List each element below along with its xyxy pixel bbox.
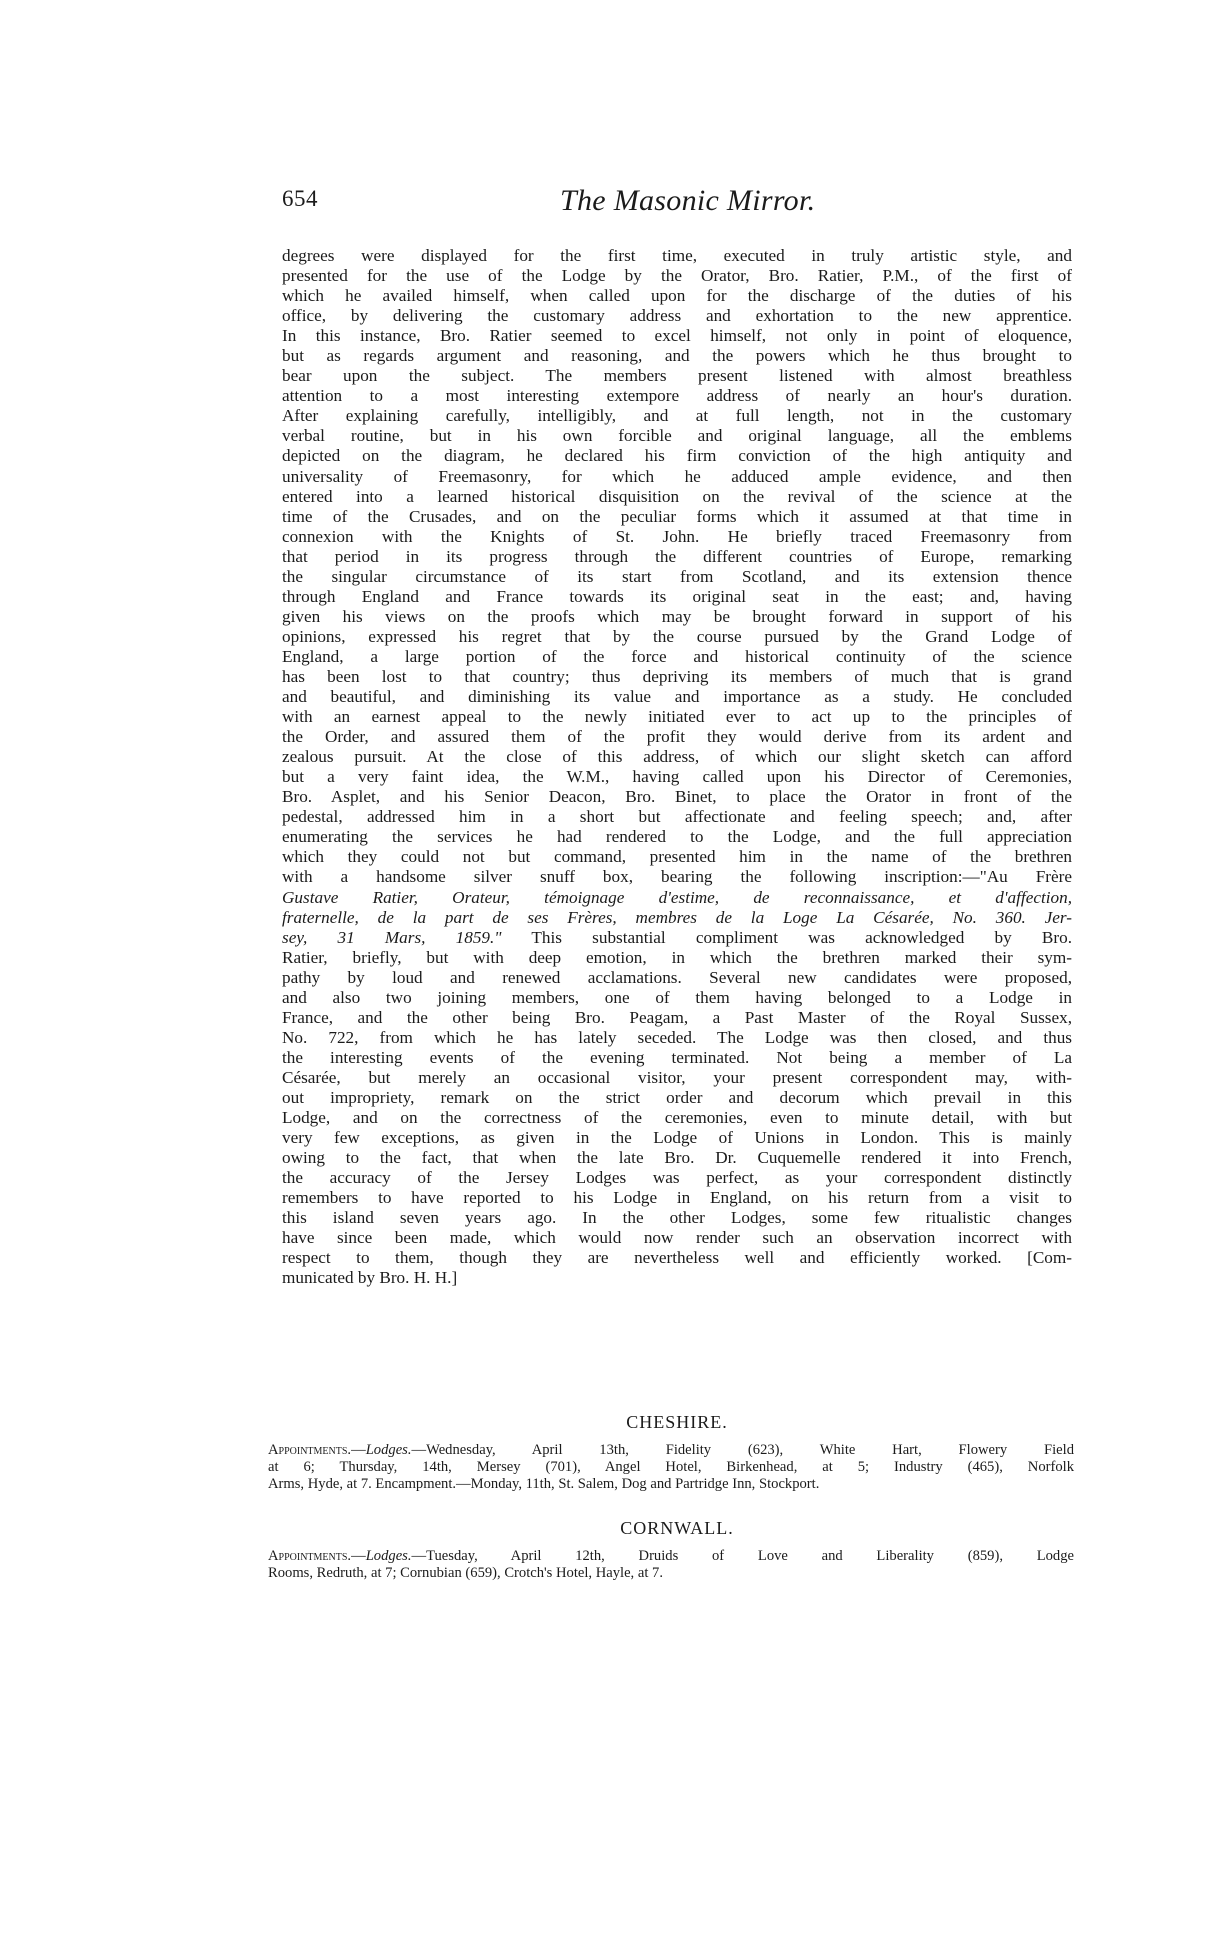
appointments-cornwall [268,1548,1074,1582]
notice-subhead: Lodges. [365,1442,412,1458]
text-line: which they could not but command, presented him in the name of the brethren [282,847,1072,867]
text-line: very few exceptions, as given in the Lodge of Unions in London. This is mainly [282,1128,1072,1148]
notice-lead: Appointments. [268,1548,352,1564]
text-line: Ratier, briefly, but with deep emotion, in which the brethren marked their sym- [282,947,1072,967]
notice-line: at 6; Thursday, 14th, Mersey (701), Angel Hotel, Birkenhead, at 5; Industry (465), Norfolk [268,1459,1074,1475]
text-line: Bro. Asplet, and his Senior Deacon, Bro. Binet, to place the Orator in front of the [282,787,1072,807]
text-line: depicted on the diagram, he declared his firm conviction of the high antiquity and [282,446,1072,466]
text-line: No. 722, from which he has lately seceded. The Lodge was then closed, and thus [282,1027,1072,1047]
article-body [282,246,1072,1288]
inscription-line: fraternelle, de la part de ses Frères, membres de la Loge La Césarée, No. 360. Jer- [282,907,1072,927]
text-line: remembers to have reported to his Lodge in England, on his return from a visit to [282,1188,1072,1208]
text-line: entered into a learned historical disquisition on the revival of the science at the [282,486,1072,506]
text-line: verbal routine, but in his own forcible and original language, all the emblems [282,426,1072,446]
text-line: but a very faint idea, the W.M., having called upon his Director of Ceremonies, [282,767,1072,787]
text-line: the interesting events of the evening terminated. Not being a member of La [282,1047,1072,1067]
text-line: pathy by loud and renewed acclamations. Several new candidates were proposed, [282,967,1072,987]
notice-text: —Tuesday, April 12th, Druids of Love and Liberality (859), Lodge [411,1548,1074,1564]
text-line: enumerating the services he had rendered to the Lodge, and the full appreciation [282,827,1072,847]
text-line: but as regards argument and reasoning, and the powers which he thus brought to [282,346,1072,366]
notice-dash: — [351,1442,366,1458]
section-heading-cornwall: CORNWALL. [620,1518,734,1538]
text-line: universality of Freemasonry, for which he adduced ample evidence, and then [282,466,1072,486]
text-line: degrees were displayed for the first time, executed in truly artistic style, and [282,246,1072,265]
text-line: attention to a most interesting extempore address of nearly an hour's duration. [282,386,1072,406]
text-line: this island seven years ago. In the other Lodges, some few ritualistic changes [282,1208,1072,1228]
page-number: 654 [282,186,318,211]
text-line: bear upon the subject. The members present listened with almost breathless [282,366,1072,386]
text-line: Césarée, but merely an occasional visitor, your present correspondent may, with- [282,1067,1072,1087]
journal-title: The Masonic Mirror. [560,184,816,217]
notice-subhead: Lodges. [365,1548,412,1564]
section-heading-cheshire: CHESHIRE. [626,1412,728,1432]
notice-lead: Appointments. [268,1442,352,1458]
text-line: municated by Bro. H. H.] [282,1268,458,1288]
text-line: out impropriety, remark on the strict order and decorum which prevail in this [282,1087,1072,1107]
text-line: England, a large portion of the force and historical continuity of the science [282,646,1072,666]
text-line: with an earnest appeal to the newly initiated ever to act up to the principles of [282,707,1072,727]
text-line: and beautiful, and diminishing its value and importance as a study. He concluded [282,687,1072,707]
inscription-line: Gustave Ratier, Orateur, témoignage d'estime, de reconnaissance, et d'affection, [282,887,1072,907]
inscription-end: sey, 31 Mars, 1859." [282,927,502,947]
text-line: zealous pursuit. At the close of this address, of which our slight sketch can afford [282,747,1072,767]
notice-line: Arms, Hyde, at 7. Encampment.—Monday, 11th, St. Salem, Dog and Partridge Inn, Stockport. [268,1476,820,1492]
notice-text: —Wednesday, April 13th, Fidelity (623), White Hart, Flowery Field [411,1442,1074,1458]
text-line: the singular circumstance of its start from Scotland, and its extension thence [282,566,1072,586]
text-line: respect to them, though they are nevertheless well and efficiently worked. [Com- [282,1248,1072,1268]
notice-line [268,1442,1074,1459]
text-line: owing to the fact, that when the late Bro. Dr. Cuquemelle rendered it into French, [282,1148,1072,1168]
text-line: pedestal, addressed him in a short but affectionate and feeling speech; and, after [282,807,1072,827]
text-line: After explaining carefully, intelligibly, and at full length, not in the customary [282,406,1072,426]
text-line: time of the Crusades, and on the peculiar forms which it assumed at that time in [282,506,1072,526]
notice-dash: — [351,1548,366,1564]
text-line: with a handsome silver snuff box, bearing the following inscription:—"Au Frère [282,867,1072,887]
text-line: connexion with the Knights of St. John. He briefly traced Freemasonry from [282,526,1072,546]
text-line: presented for the use of the Lodge by the Orator, Bro. Ratier, P.M., of the first of [282,266,1072,286]
text-line: have since been made, which would now render such an observation incorrect with [282,1228,1072,1248]
text-line: the Order, and assured them of the profit they would derive from its ardent and [282,727,1072,747]
text-line: and also two joining members, one of them having belonged to a Lodge in [282,987,1072,1007]
text-fragment: This substantial compliment was acknowledged by Bro. [501,927,1072,947]
text-line: the accuracy of the Jersey Lodges was perfect, as your correspondent distinctly [282,1168,1072,1188]
text-line: has been lost to that country; thus depriving its members of much that is grand [282,666,1072,686]
text-line: opinions, expressed his regret that by the course pursued by the Grand Lodge of [282,626,1072,646]
notice-line [268,1548,1074,1565]
text-line: In this instance, Bro. Ratier seemed to excel himself, not only in point of eloquence, [282,326,1072,346]
text-line: that period in its progress through the different countries of Europe, remarking [282,546,1072,566]
text-line [282,928,1072,948]
running-head [282,186,1082,222]
text-line: through England and France towards its original seat in the east; and, having [282,586,1072,606]
text-line: office, by delivering the customary address and exhortation to the new apprentice. [282,306,1072,326]
notice-line: Rooms, Redruth, at 7; Cornubian (659), Crotch's Hotel, Hayle, at 7. [268,1565,663,1581]
text-line: Lodge, and on the correctness of the ceremonies, even to minute detail, with but [282,1108,1072,1128]
text-line: given his views on the proofs which may be brought forward in support of his [282,606,1072,626]
text-line: which he availed himself, when called upon for the discharge of the duties of his [282,286,1072,306]
text-line: France, and the other being Bro. Peagam, a Past Master of the Royal Sussex, [282,1007,1072,1027]
appointments-cheshire [268,1442,1074,1493]
